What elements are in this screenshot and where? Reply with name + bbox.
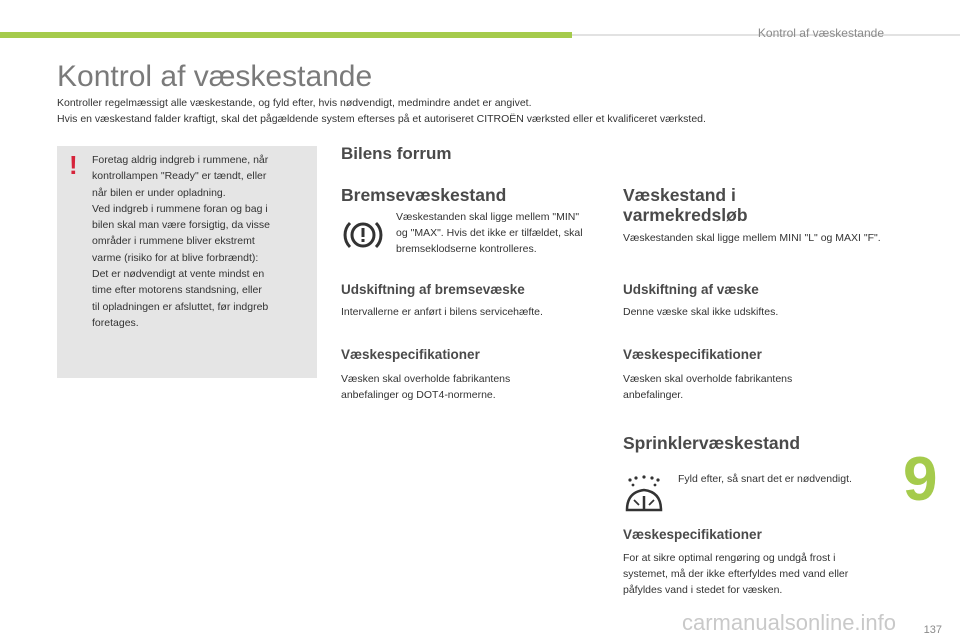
coolant-spec-heading: Væskespecifikationer: [623, 347, 762, 362]
brake-replace-text: Intervallerne er anført i bilens servicehæfte.: [341, 306, 543, 318]
intro-line: Hvis en væskestand falder kraftigt, skal det pågældende system efterses på et autoriseret CITROËN værksted eller et kvalificeret værksted.: [57, 112, 706, 125]
page-title: Kontrol af væskestande: [57, 60, 373, 93]
brake-heading: Bremsevæskestand: [341, 185, 507, 205]
exclamation-icon: !: [69, 150, 78, 180]
brake-warning-icon: [343, 218, 383, 252]
windscreen-washer-icon: [624, 474, 664, 514]
warning-text: Foretag aldrig indgreb i rummene, når kontrollampen "Ready" er tændt, eller når bilen er under opladning. Ved indgreb i rummene foran og bag i bilen skal man være forsigtig, da visse områder i rummene bliver ekstremt varme (risiko for at blive forbrændt): Det er nødvendigt at vente mindst en time efter motorens standsning, eller til opladningen er afsluttet, før indgreb foretages.: [92, 154, 270, 329]
page-number: 137: [923, 624, 942, 636]
washer-spec-text: For at sikre optimal rengøring og undgå frost i systemet, må der ikke efterfyldes med vand eller påfyldes vand i stedet for væsken.: [623, 552, 849, 596]
intro-text: [57, 96, 706, 127]
top-accent-bar: [0, 32, 572, 38]
intro-line: Kontroller regelmæssigt alle væskestande, og fyld efter, hvis nødvendigt, medmindre andet er angivet.: [57, 97, 532, 109]
brake-text: Væskestanden skal ligge mellem "MIN" og "MAX". Hvis det ikke er tilfældet, skal bremseklodserne kontrolleres.: [396, 211, 583, 255]
coolant-heading: Væskestand i varmekredsløb: [623, 185, 748, 225]
coolant-replace-text: Denne væske skal ikke udskiftes.: [623, 306, 779, 318]
chapter-number: 9: [903, 445, 938, 514]
washer-heading: Sprinklervæskestand: [623, 433, 801, 453]
washer-text: Fyld efter, så snart det er nødvendigt.: [678, 473, 852, 485]
warning-box: [57, 146, 317, 378]
coolant-text: Væskestanden skal ligge mellem MINI "L" og MAXI "F".: [623, 232, 881, 244]
brake-spec-heading: Væskespecifikationer: [341, 347, 480, 362]
coolant-spec-text: Væsken skal overholde fabrikantens anbefalinger.: [623, 373, 793, 401]
watermark: carmanualsonline.info: [682, 610, 897, 635]
running-header: Kontrol af væskestande: [757, 26, 884, 40]
brake-spec-text: Væsken skal overholde fabrikantens anbefalinger og DOT4-normerne.: [341, 373, 511, 401]
section-heading: Bilens forrum: [341, 144, 452, 163]
brake-replace-heading: Udskiftning af bremsevæske: [341, 282, 525, 297]
coolant-replace-heading: Udskiftning af væske: [623, 282, 759, 297]
washer-spec-heading: Væskespecifikationer: [623, 527, 762, 542]
